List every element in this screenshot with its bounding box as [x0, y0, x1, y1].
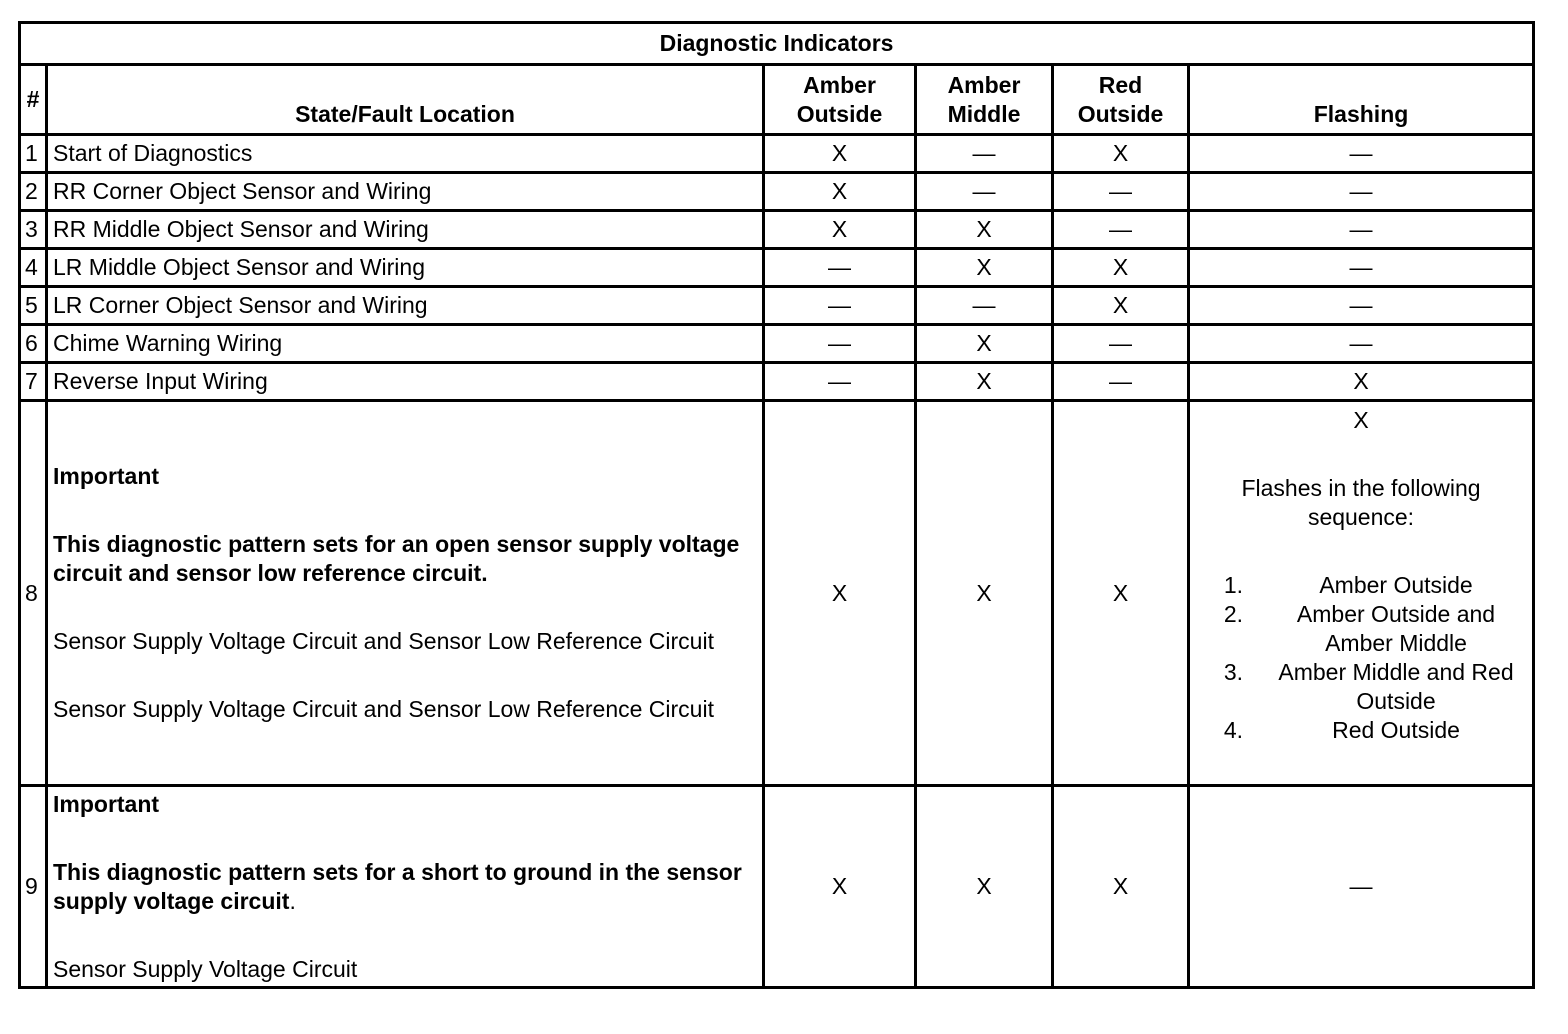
cell-amber-middle: X — [916, 401, 1053, 786]
cell-red-outside: — — [1053, 211, 1189, 249]
important-note-text: This diagnostic pattern sets for a short to ground in the sensor supply voltage circuit — [53, 858, 742, 914]
row-number: 7 — [20, 363, 47, 401]
flashing-intro: Flashes in the following sequence: — [1241, 475, 1481, 530]
row-location: RR Middle Object Sensor and Wiring — [47, 211, 764, 249]
cell-amber-middle: — — [916, 173, 1053, 211]
important-label: Important — [53, 463, 160, 489]
cell-amber-middle: X — [916, 249, 1053, 287]
row-location: Chime Warning Wiring — [47, 325, 764, 363]
row-number: 4 — [20, 249, 47, 287]
cell-red-outside: X — [1053, 401, 1189, 786]
row-number: 6 — [20, 325, 47, 363]
cell-amber-outside: — — [764, 249, 916, 287]
circuit-item: Sensor Supply Voltage Circuit and Sensor Low Reference Circuit — [53, 696, 714, 722]
row-location — [47, 401, 764, 786]
cell-amber-middle: X — [916, 211, 1053, 249]
cell-amber-middle: — — [916, 287, 1053, 325]
row-location: Reverse Input Wiring — [47, 363, 764, 401]
sequence-item — [1195, 571, 1527, 600]
sequence-item — [1195, 658, 1527, 716]
row-location: Start of Diagnostics — [47, 135, 764, 173]
flashing-sequence — [1195, 571, 1527, 745]
cell-amber-outside: X — [764, 401, 916, 786]
table-title: Diagnostic Indicators — [20, 23, 1534, 65]
cell-amber-outside: — — [764, 325, 916, 363]
cell-red-outside: X — [1053, 786, 1189, 988]
cell-amber-middle: X — [916, 786, 1053, 988]
header-number: # — [20, 65, 47, 135]
header-amber-outside-line2: Outside — [796, 100, 883, 127]
header-amber-outside — [764, 65, 916, 135]
table-row — [20, 135, 1534, 173]
cell-amber-middle: X — [916, 363, 1053, 401]
header-flashing: Flashing — [1189, 65, 1534, 135]
row-number: 1 — [20, 135, 47, 173]
header-red-outside-line1: Red — [1098, 71, 1143, 98]
cell-flashing: — — [1189, 135, 1534, 173]
table-row — [20, 249, 1534, 287]
important-note: This diagnostic pattern sets for an open sensor supply voltage circuit and sensor low reference circuit. — [53, 531, 740, 586]
header-amber-middle-line1: Amber — [947, 71, 1021, 98]
cell-flashing: — — [1189, 786, 1534, 988]
cell-amber-middle: X — [916, 325, 1053, 363]
row-location: RR Corner Object Sensor and Wiring — [47, 173, 764, 211]
sequence-item — [1195, 716, 1527, 745]
sequence-number: 4. — [1223, 717, 1243, 743]
cell-red-outside: X — [1053, 135, 1189, 173]
cell-red-outside: — — [1053, 363, 1189, 401]
table-row-9 — [20, 786, 1534, 988]
cell-red-outside: X — [1053, 249, 1189, 287]
important-note — [53, 858, 757, 916]
row-number: 5 — [20, 287, 47, 325]
row-number: 2 — [20, 173, 47, 211]
row-number: 9 — [20, 786, 47, 988]
cell-amber-middle: — — [916, 135, 1053, 173]
cell-amber-outside: — — [764, 363, 916, 401]
sequence-number: 2. — [1223, 601, 1243, 627]
row-number: 8 — [20, 401, 47, 786]
cell-flashing — [1189, 401, 1534, 786]
table-row — [20, 325, 1534, 363]
header-red-outside-line2: Outside — [1077, 100, 1164, 127]
sequence-number: 1. — [1223, 572, 1243, 598]
sequence-text: Amber Middle and Red Outside — [1278, 659, 1514, 714]
table-row — [20, 287, 1534, 325]
header-red-outside — [1053, 65, 1189, 135]
cell-flashing: — — [1189, 173, 1534, 211]
sequence-item — [1195, 600, 1527, 658]
header-amber-middle-line2: Middle — [947, 100, 1021, 127]
table-row — [20, 211, 1534, 249]
table-row — [20, 173, 1534, 211]
important-note-end: . — [289, 887, 296, 914]
cell-red-outside: — — [1053, 173, 1189, 211]
circuit-item: Sensor Supply Voltage Circuit and Sensor Low Reference Circuit — [53, 628, 714, 654]
cell-amber-outside: X — [764, 786, 916, 988]
cell-flashing: — — [1189, 287, 1534, 325]
cell-amber-outside: — — [764, 287, 916, 325]
diagnostic-indicators-table — [18, 21, 1535, 989]
sequence-text: Amber Outside — [1319, 572, 1473, 598]
header-amber-middle — [916, 65, 1053, 135]
circuit-item: Sensor Supply Voltage Circuit — [53, 955, 358, 982]
row-location: LR Corner Object Sensor and Wiring — [47, 287, 764, 325]
cell-flashing: — — [1189, 325, 1534, 363]
cell-amber-outside: X — [764, 211, 916, 249]
cell-flashing: X — [1189, 363, 1534, 401]
header-location: State/Fault Location — [47, 65, 764, 135]
header-amber-outside-line1: Amber — [803, 71, 876, 98]
cell-amber-outside: X — [764, 135, 916, 173]
table-row — [20, 363, 1534, 401]
sequence-number: 3. — [1223, 659, 1243, 685]
row-number: 3 — [20, 211, 47, 249]
cell-amber-outside: X — [764, 173, 916, 211]
cell-red-outside: X — [1053, 287, 1189, 325]
flashing-mark: X — [1353, 407, 1369, 433]
important-label: Important — [53, 790, 160, 817]
table-row-8 — [20, 401, 1534, 786]
row-location: LR Middle Object Sensor and Wiring — [47, 249, 764, 287]
sequence-text: Red Outside — [1332, 717, 1460, 743]
cell-flashing: — — [1189, 249, 1534, 287]
row-location — [47, 786, 764, 988]
sequence-text: Amber Outside and Amber Middle — [1296, 601, 1496, 656]
cell-flashing: — — [1189, 211, 1534, 249]
cell-red-outside: — — [1053, 325, 1189, 363]
